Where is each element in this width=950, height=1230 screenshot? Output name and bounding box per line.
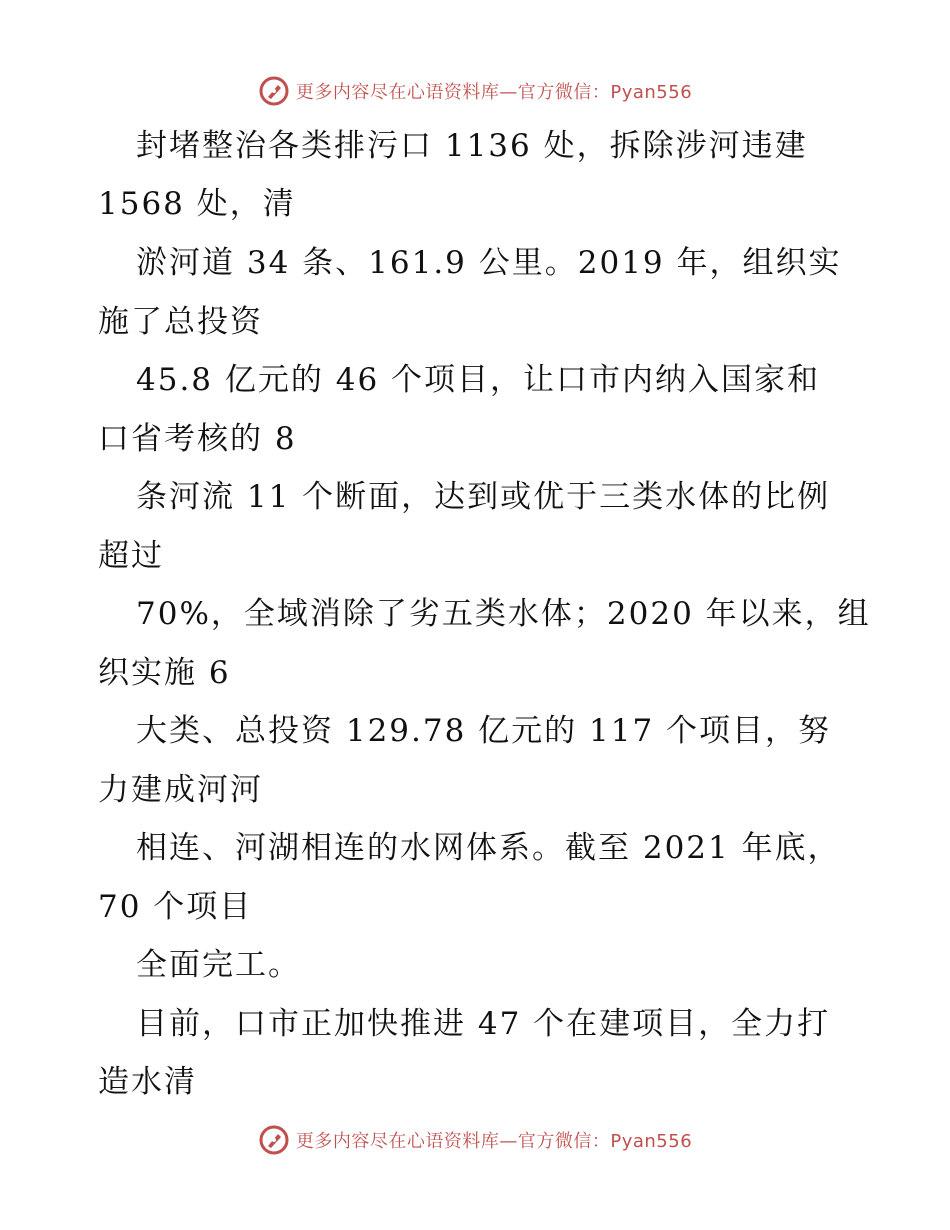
watermark-text: 更多内容尽在心语资料库—官方微信：Pyan556: [295, 1131, 693, 1152]
text-line: 目前，口市正加快推进 47 个在建项目，全力打: [136, 1006, 831, 1042]
footer-watermark: [0, 1120, 950, 1160]
text-line: 力建成河河: [98, 772, 263, 808]
text-line: 45.8 亿元的 46 个项目，让口市内纳入国家和: [136, 362, 821, 398]
text-line: 封堵整治各类排污口 1136 处，拆除涉河违建: [136, 128, 808, 164]
text-line: 全面完工。: [136, 947, 301, 983]
text-line: 相连、河湖相连的水网体系。截至 2021 年底，: [136, 830, 841, 866]
pen-nib-circle-icon: [258, 75, 290, 107]
text-line: 施了总投资: [98, 304, 263, 340]
text-line: 70 个项目: [98, 889, 253, 925]
header-watermark: [0, 71, 950, 111]
text-line: 条河流 11 个断面，达到或优于三类水体的比例: [136, 479, 831, 515]
watermark-text: 更多内容尽在心语资料库—官方微信：Pyan556: [295, 82, 693, 103]
text-line: 口省考核的 8: [98, 421, 297, 457]
text-line: 1568 处，清: [98, 186, 296, 222]
text-line: 大类、总投资 129.78 亿元的 117 个项目，努: [136, 713, 832, 749]
text-line: 造水清: [98, 1064, 197, 1100]
pen-nib-circle-icon: [258, 1124, 290, 1156]
text-line: 淤河道 34 条、161.9 公里。2019 年，组织实: [136, 245, 842, 281]
text-line: 超过: [98, 538, 164, 574]
text-line: 70%，全域消除了劣五类水体；2020 年以来，组: [136, 596, 871, 632]
text-line: 织实施 6: [98, 655, 231, 691]
